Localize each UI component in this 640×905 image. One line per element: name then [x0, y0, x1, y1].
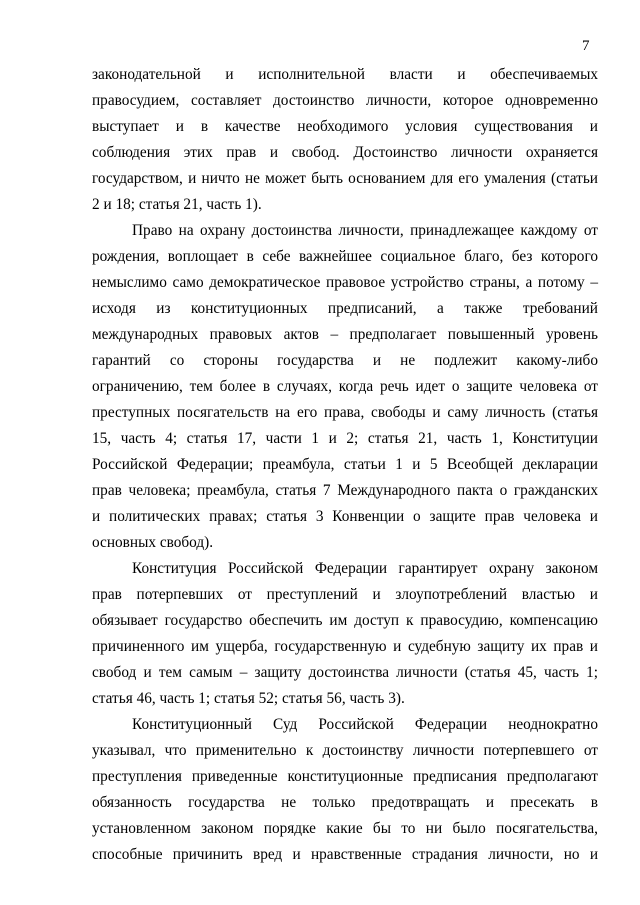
text-line: соблюдения этих прав и свобод. Достоинство личности охраняется	[92, 144, 598, 161]
text-line: прав человека; преамбула, статья 7 Международного пакта о гражданских	[92, 482, 598, 499]
text-line: и политических правах; статья 3 Конвенции о защите прав человека и	[92, 508, 598, 525]
text-line: указывал, что применительно к достоинству личности потерпевшего от	[92, 742, 598, 759]
text-line: государством, и ничто не может быть основанием для его умаления (статьи	[92, 170, 598, 187]
text-line: преступных посягательств на его права, свободы и саму личность (статья	[92, 404, 598, 421]
text-line: обязывает государство обеспечить им доступ к правосудию, компенсацию	[92, 612, 598, 629]
text-line: международных правовых актов – предполагает повышенный уровень	[92, 326, 598, 343]
text-line: прав потерпевших от преступлений и злоупотреблений властью и	[92, 586, 598, 603]
text-line: законодательной и исполнительной власти и обеспечиваемых	[92, 66, 598, 83]
text-line: 2 и 18; статья 21, часть 1).	[92, 196, 262, 213]
text-line: гарантий со стороны государства и не подлежит какому-либо	[92, 352, 598, 369]
paragraph-first-line: Право на охрану достоинства личности, принадлежащее каждому от	[132, 222, 598, 239]
paragraph-first-line: Конституционный Суд Российской Федерации неоднократно	[132, 716, 598, 733]
text-line: ограничению, тем более в случаях, когда речь идет о защите человека от	[92, 378, 598, 395]
text-line: исходя из конституционных предписаний, а также требований	[92, 300, 598, 317]
text-line: причиненного им ущерба, государственную и судебную защиту их прав и	[92, 638, 598, 655]
text-line: статья 46, часть 1; статья 52; статья 56, часть 3).	[92, 690, 405, 707]
text-line: преступления приведенные конституционные предписания предполагают	[92, 768, 598, 785]
text-line: способные причинить вред и нравственные страдания личности, но и	[92, 846, 598, 863]
text-line: 15, часть 4; статья 17, части 1 и 2; статья 21, часть 1, Конституции	[92, 430, 598, 447]
text-line: обязанность государства не только предотвращать и пресекать в	[92, 794, 598, 811]
text-line: правосудием, составляет достоинство личности, которое одновременно	[92, 92, 598, 109]
paragraph-first-line: Конституция Российской Федерации гарантирует охрану законом	[132, 560, 598, 577]
text-line: немыслимо само демократическое правовое устройство страны, а потому –	[92, 274, 598, 291]
text-line: свобод и тем самым – защиту достоинства личности (статья 45, часть 1;	[92, 664, 598, 681]
text-line: рождения, воплощает в себе важнейшее социальное благо, без которого	[92, 248, 598, 265]
text-line: выступает и в качестве необходимого условия существования и	[92, 118, 598, 135]
text-line: установленном законом порядке какие бы то ни было посягательства,	[92, 820, 598, 837]
page-number: 7	[582, 38, 590, 54]
text-line: основных свобод).	[92, 534, 214, 551]
text-line: Российской Федерации; преамбула, статьи 1 и 5 Всеобщей декларации	[92, 456, 598, 473]
